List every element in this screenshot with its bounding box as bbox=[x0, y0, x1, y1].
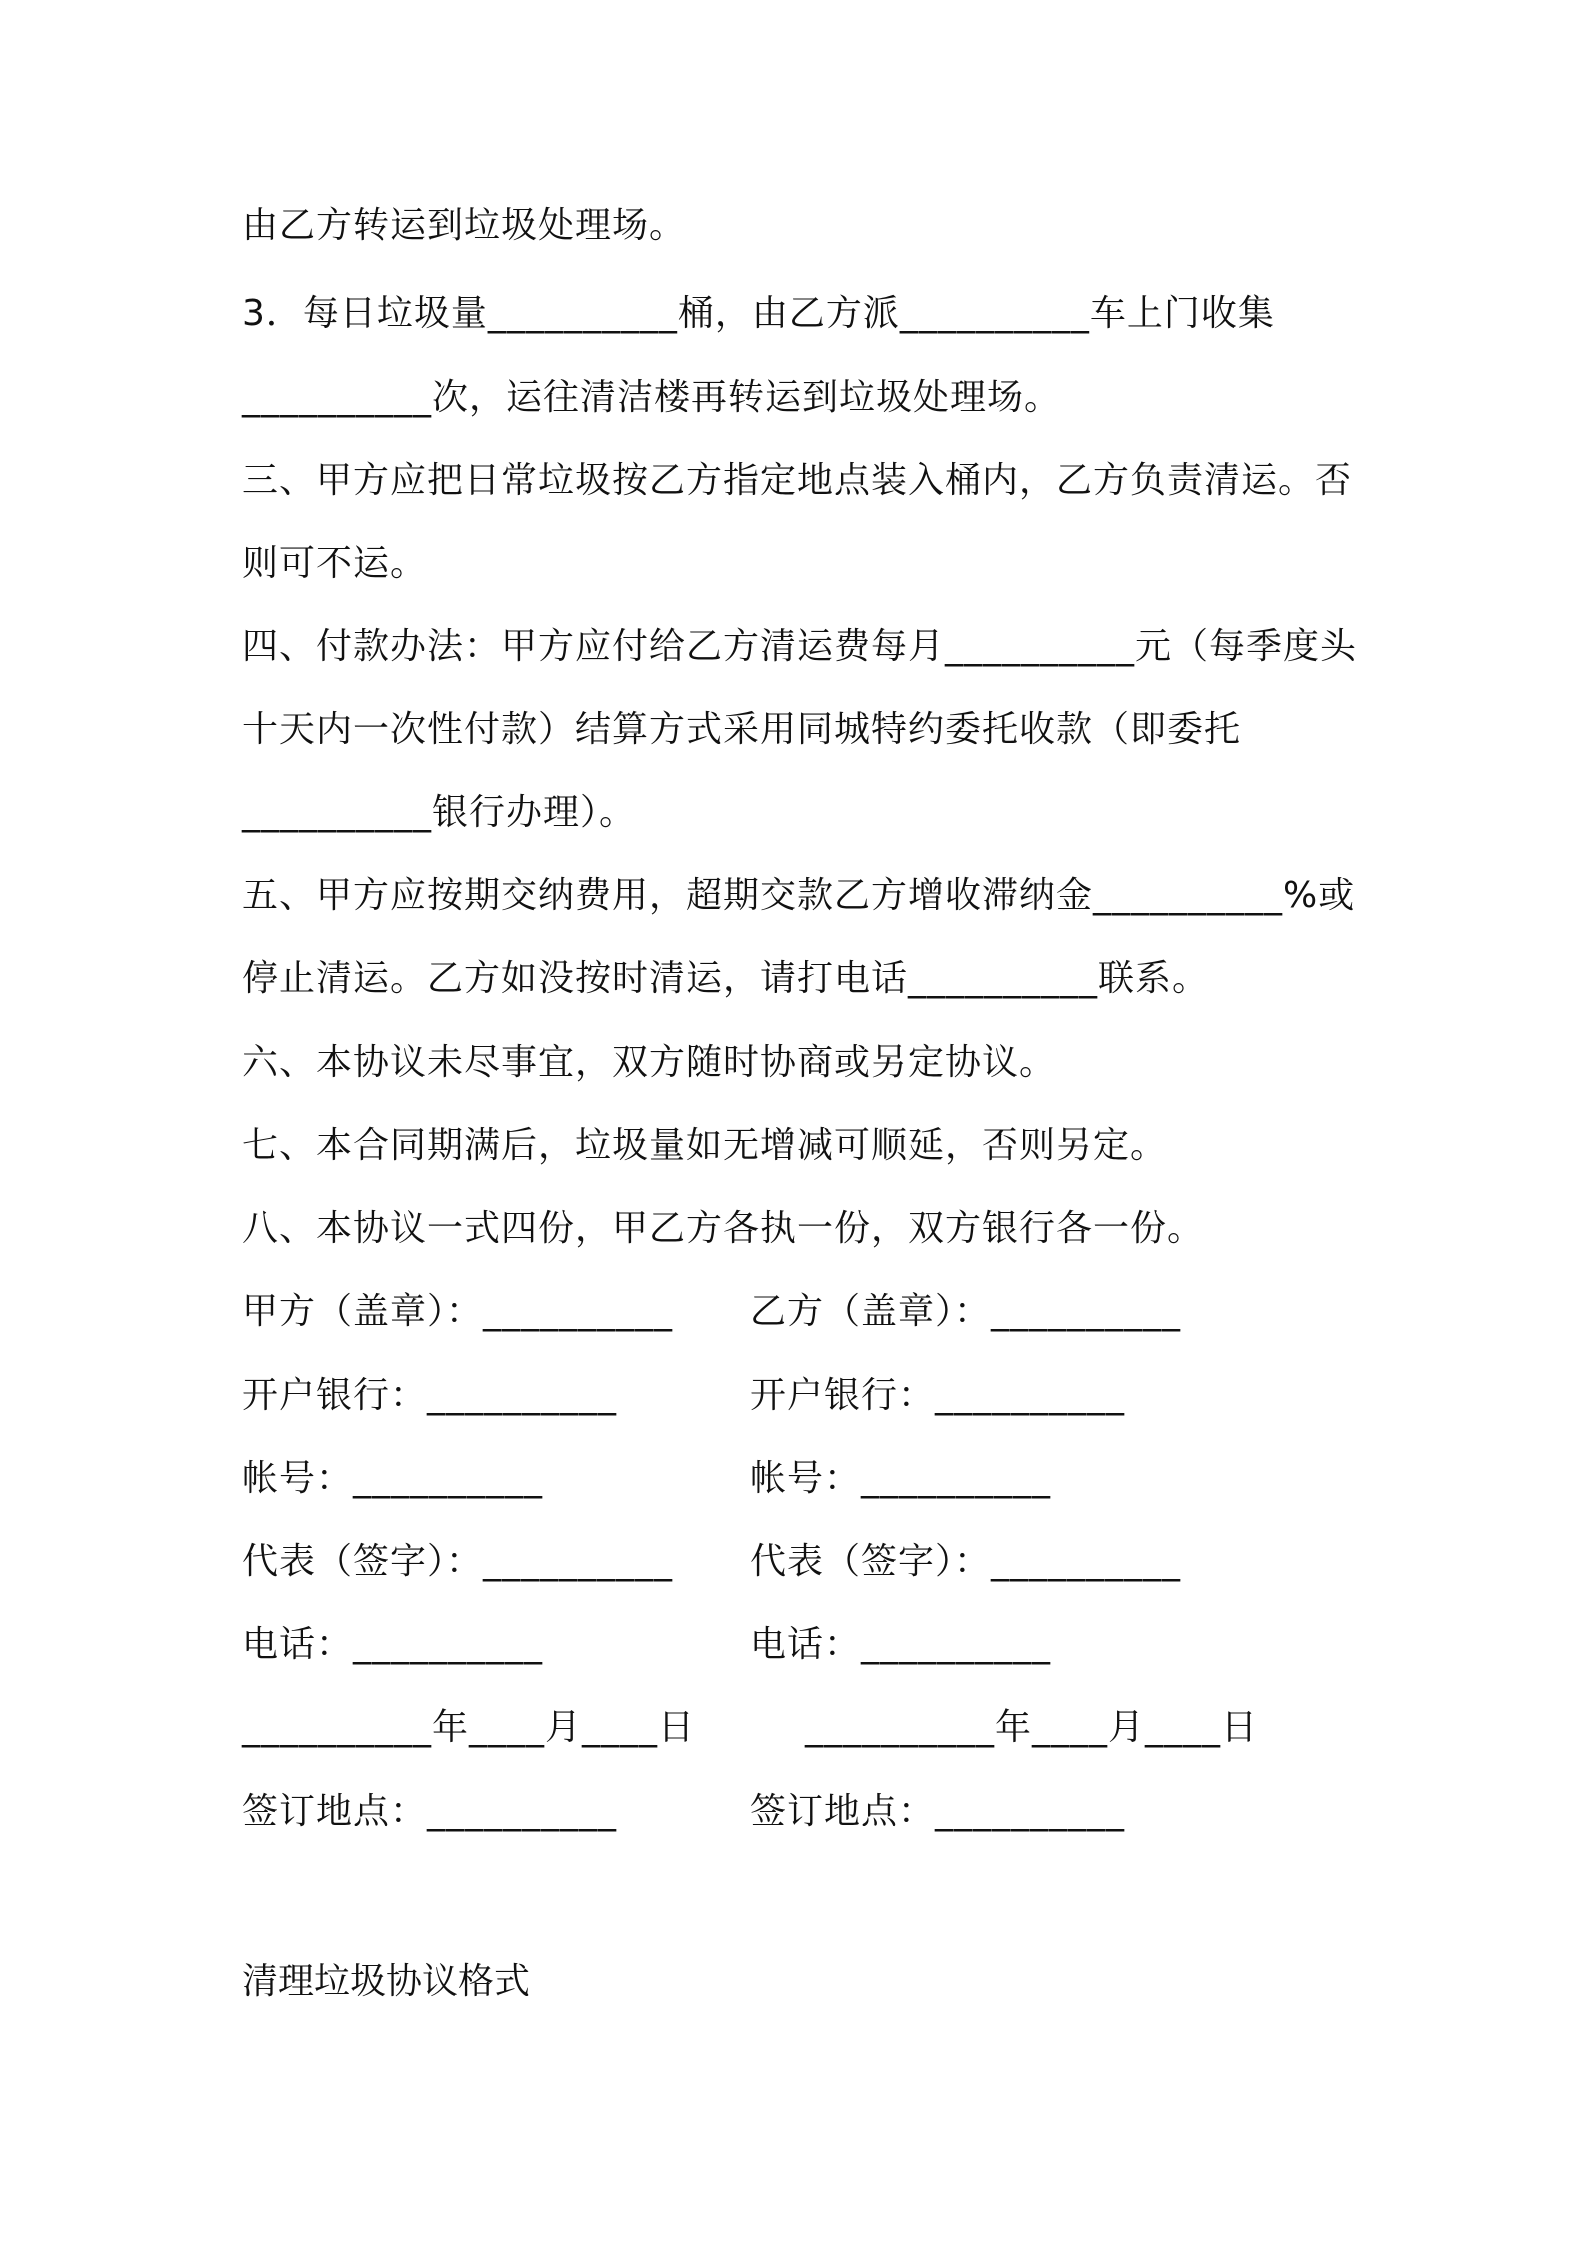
clause-line-11: 六、本协议未尽事宜，双方随时协商或另定协议。 bbox=[242, 1042, 1057, 1083]
clause-line-12: 七、本合同期满后，垃圾量如无增减可顺延，否则另定。 bbox=[242, 1125, 1168, 1166]
clause-line-7: 十天内一次性付款）结算方式采用同城特约委托收款（即委托 bbox=[242, 709, 1242, 750]
party-a-seal: 甲方（盖章）：__________ bbox=[242, 1291, 674, 1332]
party-b-date: __________年____月____日 bbox=[805, 1707, 1258, 1748]
clause-line-5: 则可不运。 bbox=[242, 543, 428, 584]
clause-line-2: 3．每日垃圾量__________桶，由乙方派__________车上门收集 bbox=[242, 293, 1275, 334]
party-b-phone: 电话：__________ bbox=[750, 1624, 1052, 1665]
party-a-bank: 开户银行：__________ bbox=[242, 1375, 618, 1416]
party-b-seal: 乙方（盖章）：__________ bbox=[750, 1291, 1182, 1332]
clause-line-13: 八、本协议一式四份，甲乙方各执一份，双方银行各一份。 bbox=[242, 1208, 1205, 1249]
party-b-account: 帐号：__________ bbox=[750, 1458, 1052, 1499]
party-a-signing-place: 签订地点：__________ bbox=[242, 1791, 618, 1832]
party-a-date: __________年____月____日 bbox=[242, 1707, 695, 1748]
clause-line-1: 由乙方转运到垃圾处理场。 bbox=[242, 205, 687, 246]
section-title: 清理垃圾协议格式 bbox=[242, 1961, 531, 2002]
party-a-phone: 电话：__________ bbox=[242, 1624, 544, 1665]
party-a-account: 帐号：__________ bbox=[242, 1458, 544, 1499]
clause-line-8: __________银行办理）。 bbox=[242, 792, 637, 833]
clause-line-10: 停止清运。乙方如没按时清运，请打电话__________联系。 bbox=[242, 958, 1210, 999]
party-b-representative: 代表（签字）：__________ bbox=[750, 1541, 1182, 1582]
clause-line-4: 三、甲方应把日常垃圾按乙方指定地点装入桶内，乙方负责清运。否 bbox=[242, 460, 1353, 501]
party-b-bank: 开户银行：__________ bbox=[750, 1375, 1126, 1416]
party-a-representative: 代表（签字）：__________ bbox=[242, 1541, 674, 1582]
party-b-signing-place: 签订地点：__________ bbox=[750, 1791, 1126, 1832]
clause-line-6: 四、付款办法：甲方应付给乙方清运费每月__________元（每季度头 bbox=[242, 626, 1358, 667]
clause-line-9: 五、甲方应按期交纳费用，超期交款乙方增收滞纳金__________%或 bbox=[242, 875, 1356, 916]
clause-line-3: __________次，运往清洁楼再转运到垃圾处理场。 bbox=[242, 377, 1062, 418]
